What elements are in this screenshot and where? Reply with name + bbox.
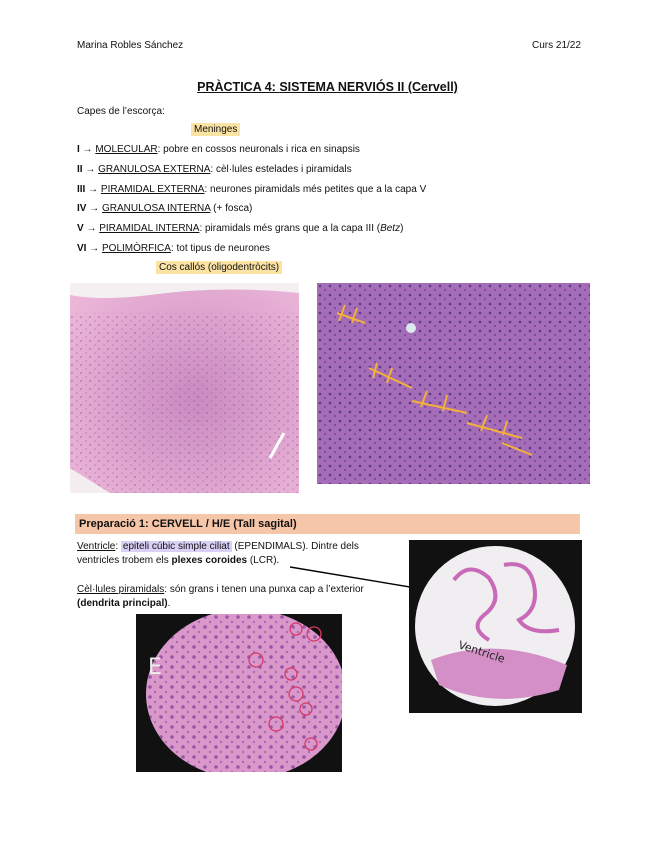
course-year: Curs 21/22 — [532, 40, 581, 51]
layer-italic: Betz — [380, 223, 401, 234]
meninges-label: Meninges — [191, 123, 240, 136]
layer-num: II → — [77, 164, 99, 175]
layer-name: GRANULOSA INTERNA — [102, 203, 211, 214]
e-label: E — [148, 655, 162, 680]
layer-num: VI → — [77, 243, 103, 254]
section-header — [75, 514, 580, 534]
layer-6 — [77, 243, 270, 254]
plexes-coroides: plexes coroides — [171, 555, 248, 566]
layer-desc: : cèl·lules estelades i piramidals — [210, 164, 352, 175]
ventricle-line-1 — [77, 541, 359, 552]
ventricle-rest-2a: ventricles trobem els — [77, 555, 172, 566]
layer-desc: : tot tipus de neurones — [170, 243, 270, 254]
ventricle-colon: : — [115, 541, 121, 552]
ventricle-highlight: epiteli cúbic simple ciliat — [122, 541, 230, 552]
ventricle-line-2 — [77, 555, 279, 566]
layer-desc: : piramidals més grans que a la capa III ( — [199, 223, 381, 234]
title-main: SISTEMA NERVIÓS II (Cervell) — [279, 80, 458, 94]
layer-num: IV → — [77, 203, 103, 214]
pyramidal-end: . — [167, 598, 171, 609]
cortex-layers-micrograph — [317, 283, 590, 484]
page-title — [0, 80, 655, 94]
dendrita-principal: (dendrita principal) — [77, 598, 168, 609]
pyramidal-rest: : són grans i tenen una punxa cap a l’exterior — [164, 584, 364, 595]
layer-desc: : pobre en cossos neuronals i rica en sinapsis — [157, 144, 360, 155]
layer-3 — [77, 184, 426, 195]
layer-desc: (+ fosca) — [210, 203, 253, 214]
ventricle-img-label: Ventricle — [456, 638, 507, 666]
section-title: Preparació 1: CERVELL / H/E (Tall sagital) — [79, 518, 297, 530]
layer-5 — [77, 223, 403, 234]
pyramidal-line-2 — [77, 598, 170, 609]
layer-name: GRANULOSA EXTERNA — [98, 164, 211, 175]
layer-end: ) — [400, 223, 404, 234]
intro-text: Capes de l’escorça: — [77, 106, 165, 117]
cortex-micrograph — [70, 283, 299, 493]
layer-num: III → — [77, 184, 101, 195]
layer-1 — [77, 144, 360, 155]
layer-4 — [77, 203, 252, 214]
title-prefix: PRÀCTICA 4: — [197, 80, 280, 94]
layer-2 — [77, 164, 352, 175]
cos-callos-label: Cos callós (oligodentròcits) — [156, 261, 282, 274]
layer-num: I → — [77, 144, 96, 155]
layer-desc: : neurones piramidals més petites que a la capa V — [204, 184, 427, 195]
layer-name: PIRAMIDAL INTERNA — [99, 223, 200, 234]
layer-name: POLIMÒRFICA — [102, 243, 171, 254]
layer-num: V → — [77, 223, 100, 234]
pyramidal-term: Cèl·lules piramidals — [77, 584, 165, 595]
ventricle-micrograph — [409, 540, 582, 713]
layer-name: PIRAMIDAL EXTERNA — [100, 184, 205, 195]
ventricle-rest-2b: (LCR). — [247, 555, 280, 566]
ventricle-term: Ventricle — [77, 541, 116, 552]
pyramidal-micrograph — [136, 614, 342, 772]
ventricle-rest-1: (EPENDIMALS). Dintre dels — [231, 541, 359, 552]
author-name: Marina Robles Sánchez — [77, 40, 184, 51]
layer-name: MOLECULAR — [95, 144, 158, 155]
